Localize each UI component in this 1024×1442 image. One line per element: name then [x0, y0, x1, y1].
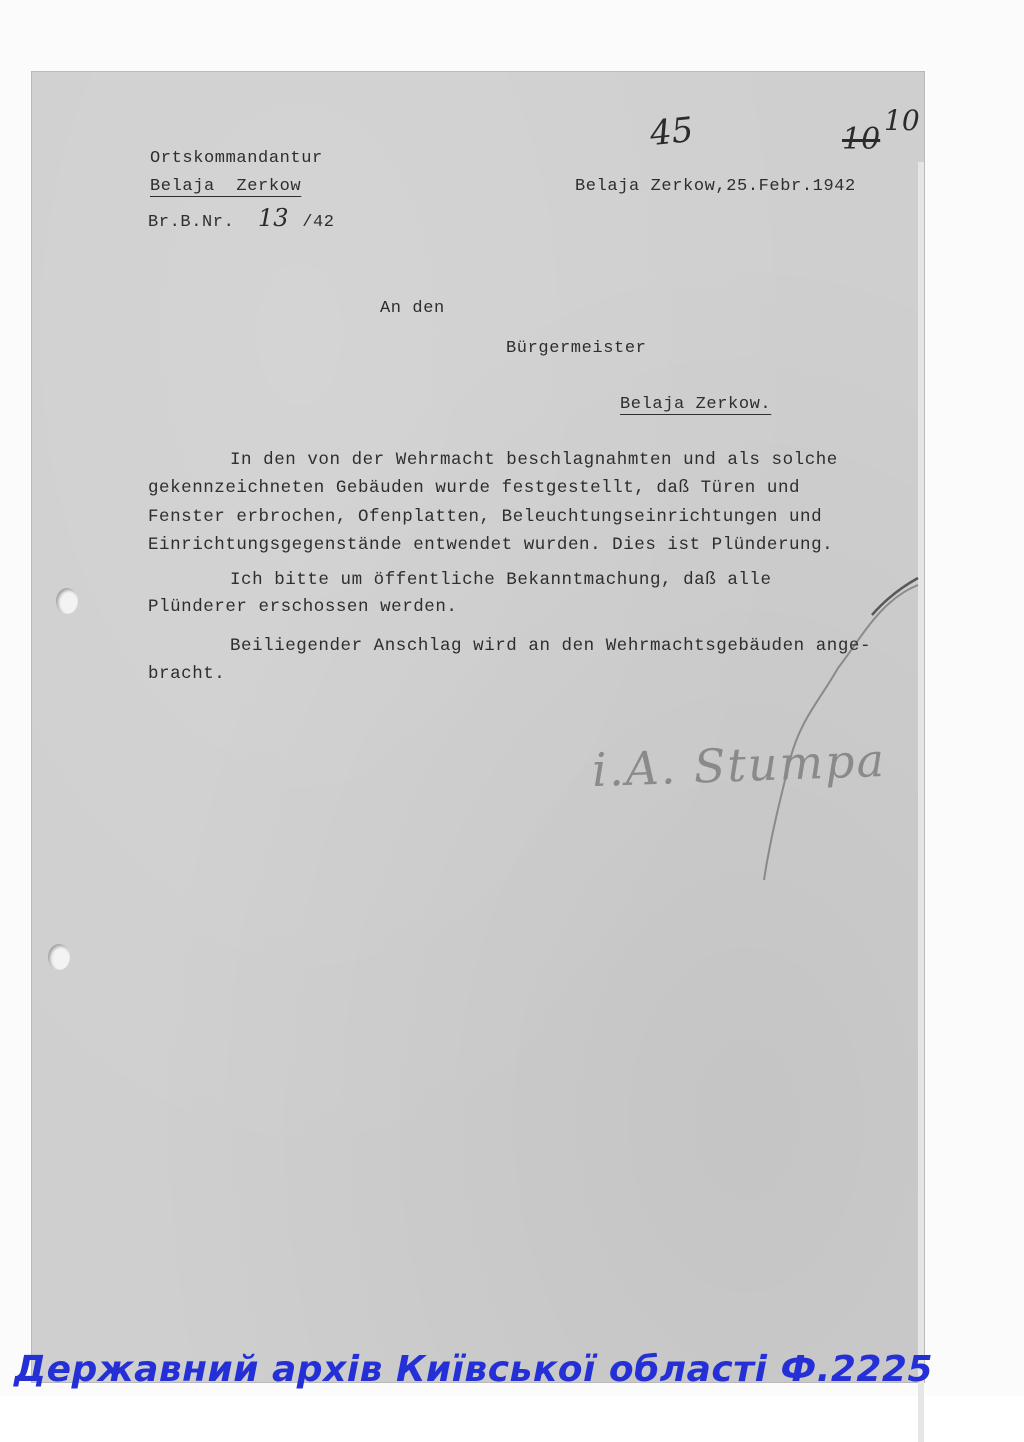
place-and-date: Belaja Zerkow,25.Febr.1942: [575, 177, 856, 196]
body-line: bracht.: [148, 664, 226, 684]
reference-number: [148, 204, 335, 232]
body-line: Plünderer erschossen werden.: [148, 597, 458, 617]
office-name: Ortskommandantur: [150, 149, 323, 168]
body-line: Fenster erbrochen, Ofenplatten, Beleuchtungseinrichtungen und: [148, 507, 823, 527]
archive-caption: Державний архів Київської області Ф.2225: [14, 1349, 934, 1390]
page-edge: [918, 162, 924, 1442]
body-line: gekennzeichneten Gebäuden wurde festgestellt, daß Türen und: [148, 478, 801, 498]
body-line: Beiliegender Anschlag wird an den Wehrmachtsgebäuden ange-: [230, 636, 871, 656]
struck-page-number: 10: [842, 122, 881, 157]
document-page: [32, 72, 924, 1382]
reference-number-handwritten: 13: [258, 204, 289, 232]
handwritten-page-number: 45: [648, 109, 696, 155]
signature: i.A. Stumpa: [591, 732, 887, 798]
recipient-salutation: An den: [380, 299, 445, 318]
corrected-page-number: 10: [884, 104, 920, 137]
office-location: Belaja Zerkow: [150, 177, 302, 196]
body-line: In den von der Wehrmacht beschlagnahmten und als solche: [230, 450, 838, 470]
body-line: Einrichtungsgegenstände entwendet wurden. Dies ist Plünderung.: [148, 535, 834, 555]
recipient-title: Bürgermeister: [506, 339, 647, 358]
punch-hole-bottom: [48, 944, 70, 970]
punch-hole-top: [56, 588, 78, 614]
recipient-city: Belaja Zerkow.: [620, 395, 772, 414]
reference-prefix: Br.B.Nr.: [148, 213, 235, 232]
body-line: Ich bitte um öffentliche Bekanntmachung, daß alle: [230, 570, 772, 590]
reference-suffix: /42: [302, 213, 335, 232]
